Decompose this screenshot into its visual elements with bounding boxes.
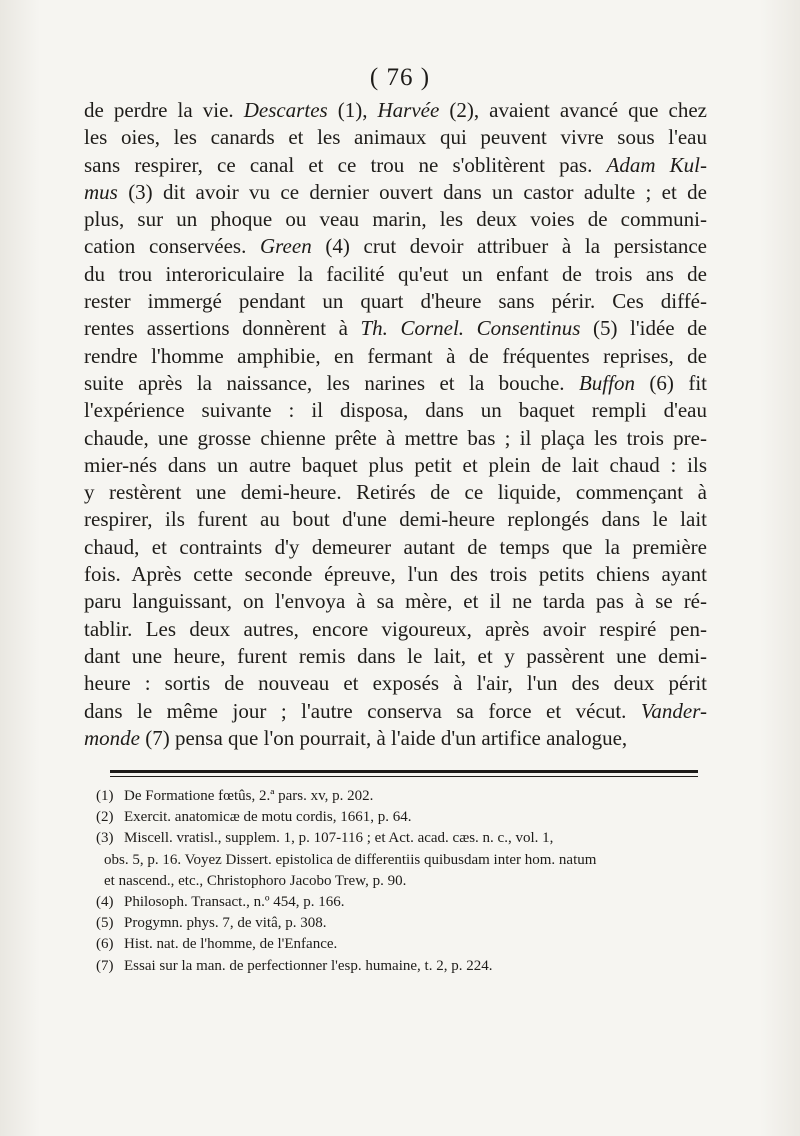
footnote-line xyxy=(96,934,706,955)
text-run: (2), avaient avancé que chez xyxy=(439,98,707,122)
text-run: plus, sur un phoque ou veau marin, les deux voies de communi- xyxy=(84,207,707,232)
footnote-number: (2) xyxy=(96,809,114,826)
italic-name: Vander- xyxy=(640,698,707,723)
text-line xyxy=(84,97,707,124)
text-line xyxy=(84,643,707,670)
text-line xyxy=(84,152,707,179)
text-run: dans le même jour ; l'autre conserva sa force et vécut. xyxy=(84,698,641,723)
text-run: (4) crut devoir attribuer à la persistance xyxy=(311,234,707,259)
footnote-line xyxy=(96,850,706,871)
footnote-line xyxy=(96,828,706,849)
text-run: suite après la naissance, les narines et la bouche. xyxy=(84,370,579,395)
text-line xyxy=(84,179,707,206)
text-line xyxy=(84,698,707,725)
footnote-number: (3) xyxy=(96,830,114,847)
text-run: fois. Après cette seconde épreuve, l'un des trois petits chiens ayant xyxy=(84,562,707,587)
footnote-line xyxy=(96,871,706,892)
text-run: (3) dit avoir vu ce dernier ouvert dans un castor adulte ; et de xyxy=(117,179,707,204)
footnote-number: (5) xyxy=(96,915,114,932)
footnote-text: De Formatione fœtûs, 2.ª pars. xv, p. 202. xyxy=(124,788,374,804)
text-run: (7) pensa que l'on pourrait, à l'aide d'un artifice analogue, xyxy=(140,725,628,750)
footnote-number: (4) xyxy=(96,894,114,911)
page-number: ( 76 ) xyxy=(369,64,431,91)
footnotes xyxy=(96,786,706,977)
text-line xyxy=(84,233,707,260)
text-line xyxy=(84,261,707,288)
footnote-text: Philosoph. Transact., n.º 454, p. 166. xyxy=(124,894,345,911)
italic-name: monde xyxy=(84,725,140,750)
footnote-line xyxy=(96,892,706,913)
footnote-text: Hist. nat. de l'homme, de l'Enfance. xyxy=(124,936,338,953)
footnote-number: (1) xyxy=(96,788,114,804)
footnote-line xyxy=(96,913,706,934)
footnote-text: Exercit. anatomicæ de motu cordis, 1661, p. 64. xyxy=(124,809,412,826)
footnote-number: (7) xyxy=(96,957,114,974)
text-run: chaude, une grosse chienne prête à mettre bas ; il plaça les trois pre- xyxy=(84,425,707,450)
text-run: y restèrent une demi-heure. Retirés de ce liquide, commençant à xyxy=(84,480,707,505)
footnote-line xyxy=(96,956,706,977)
text-run: heure : sortis de nouveau et exposés à l'air, l'un des deux périt xyxy=(84,671,707,696)
footnote-text: Progymn. phys. 7, de vitâ, p. 308. xyxy=(124,915,327,932)
text-line xyxy=(84,561,707,588)
text-line xyxy=(84,506,707,533)
text-run: du trou interoriculaire la facilité qu'eut un enfant de trois ans de xyxy=(84,261,707,286)
text-run: tablir. Les deux autres, encore vigoureux, après avoir respiré pen- xyxy=(84,616,707,641)
text-line xyxy=(84,206,707,233)
text-run: rentes assertions donnèrent à xyxy=(84,316,361,341)
footnote-separator-rule-thin xyxy=(110,776,698,777)
footnote-number: (6) xyxy=(96,936,114,953)
text-run: les oies, les canards et les animaux qui peuvent vivre sous l'eau xyxy=(84,125,707,150)
italic-name: Harvée xyxy=(377,98,440,122)
text-run: chaud, et contraints d'y demeurer autant de temps que la première xyxy=(84,534,707,559)
footnote-line xyxy=(96,786,706,807)
text-line xyxy=(84,670,707,697)
text-run: (1), xyxy=(327,98,378,122)
text-run: cation conservées. xyxy=(84,234,260,259)
text-run: paru languissant, on l'envoya à sa mère, et il ne tarda pas à se ré- xyxy=(84,589,707,614)
text-line xyxy=(84,288,707,315)
text-run: l'expérience suivante : il disposa, dans un baquet rempli d'eau xyxy=(84,398,707,423)
italic-name: Descartes xyxy=(243,98,328,122)
footnote-text: Miscell. vratisl., supplem. 1, p. 107-116 ; et Act. acad. cæs. n. c., vol. 1, xyxy=(124,830,554,847)
text-line xyxy=(84,479,707,506)
italic-name: Buffon xyxy=(578,370,635,395)
text-line xyxy=(84,534,707,561)
footnote-text: et nascend., etc., Christophoro Jacobo Trew, p. 90. xyxy=(104,872,407,889)
text-run: respirer, ils furent au bout d'une demi-heure replongés dans le lait xyxy=(84,507,707,532)
text-run: (6) fit xyxy=(634,370,707,395)
text-run: rendre l'homme amphibie, en fermant à de fréquentes reprises, de xyxy=(84,343,707,368)
text-run: sans respirer, ce canal et ce trou ne s'oblitèrent pas. xyxy=(84,152,607,177)
footnote-separator-rule xyxy=(110,770,698,773)
main-text xyxy=(84,97,707,752)
text-run: (5) l'idée de xyxy=(580,316,707,341)
text-run: de perdre la vie. xyxy=(84,98,244,122)
footnote-text: Essai sur la man. de perfectionner l'esp. humaine, t. 2, p. 224. xyxy=(124,957,493,974)
italic-name: Th. Cornel. Consentinus xyxy=(360,316,581,341)
text-line xyxy=(84,370,707,397)
text-run: mier-nés dans un autre baquet plus petit et plein de lait chaud : ils xyxy=(84,452,707,477)
text-line xyxy=(84,725,707,752)
footnote-text: obs. 5, p. 16. Voyez Dissert. epistolica de differentiis quibusdam inter hom. natum xyxy=(104,851,597,868)
text-line xyxy=(84,452,707,479)
text-line xyxy=(84,425,707,452)
italic-name: Green xyxy=(260,234,312,259)
text-line xyxy=(84,397,707,424)
text-line xyxy=(84,616,707,643)
text-run: rester immergé pendant un quart d'heure sans périr. Ces diffé- xyxy=(84,289,707,314)
text-line xyxy=(84,588,707,615)
footnote-line xyxy=(96,807,706,828)
italic-name: mus xyxy=(84,179,118,204)
text-run: dant une heure, furent remis dans le lait, et y passèrent une demi- xyxy=(84,643,707,668)
italic-name: Adam Kul- xyxy=(606,152,708,177)
text-line xyxy=(84,124,707,151)
text-line xyxy=(84,343,707,370)
text-line xyxy=(84,315,707,342)
